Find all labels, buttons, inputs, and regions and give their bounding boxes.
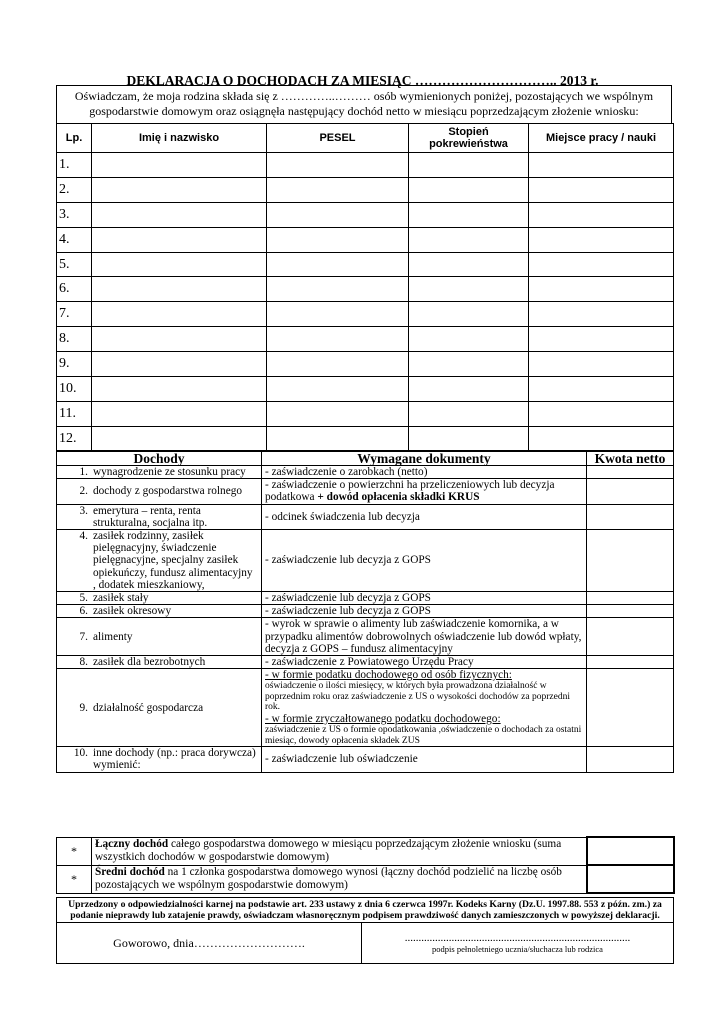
member-pesel-field[interactable] (267, 352, 409, 377)
income-table (56, 450, 674, 773)
member-relationship-field[interactable] (409, 277, 529, 302)
total-income-amount-field[interactable] (587, 837, 674, 865)
member-workplace-field[interactable] (529, 277, 674, 302)
member-name-field[interactable] (92, 177, 267, 202)
legal-notice-row (57, 898, 674, 923)
income-row (57, 605, 674, 618)
average-income-amount-field[interactable] (587, 865, 674, 893)
member-relationship-field[interactable] (409, 352, 529, 377)
income-label: zasiłek okresowy (93, 605, 172, 618)
member-row (57, 153, 674, 178)
income-type (57, 530, 262, 592)
member-name-field[interactable] (92, 377, 267, 402)
income-number: 8. (79, 656, 88, 669)
member-workplace-field[interactable] (529, 252, 674, 277)
place-date-field[interactable]: Goworowo, dnia………………………. (57, 923, 362, 964)
member-pesel-field[interactable] (267, 401, 409, 426)
income-row (57, 618, 674, 656)
member-relationship-field[interactable] (409, 227, 529, 252)
document-text: - zaświadczenie o powierzchni ha przeliczeniowych lub decyzja podatkowa (265, 479, 555, 504)
income-label: dochody z gospodarstwa rolnego (93, 485, 243, 498)
average-income-label: Średni dochód (95, 866, 165, 878)
average-income-row (57, 865, 674, 893)
member-row (57, 277, 674, 302)
member-pesel-field[interactable] (267, 153, 409, 178)
member-pesel-field[interactable] (267, 426, 409, 451)
header-pesel: PESEL (267, 124, 409, 153)
member-relationship-field[interactable] (409, 302, 529, 327)
member-relationship-field[interactable] (409, 177, 529, 202)
total-income-label: Łączny dochód (95, 838, 169, 850)
member-pesel-field[interactable] (267, 202, 409, 227)
asterisk-marker: * (57, 865, 92, 893)
income-type (57, 669, 262, 747)
member-row (57, 302, 674, 327)
member-name-field[interactable] (92, 153, 267, 178)
summary-table (56, 836, 675, 894)
member-number: 12. (57, 426, 92, 451)
member-name-field[interactable] (92, 327, 267, 352)
member-number: 10. (57, 377, 92, 402)
total-income-description (92, 837, 587, 865)
asterisk-marker: * (57, 837, 92, 865)
member-relationship-field[interactable] (409, 377, 529, 402)
member-row (57, 227, 674, 252)
net-amount-field[interactable] (587, 466, 674, 479)
member-pesel-field[interactable] (267, 277, 409, 302)
member-row (57, 426, 674, 451)
income-type (57, 466, 262, 479)
signature-table (56, 897, 674, 964)
total-income-text: całego gospodarstwa domowego w miesiącu poprzedzającym złożenie wniosku (suma wszystkich dochodów w gospodarstwie domowym) (95, 838, 562, 863)
signature-row (57, 923, 674, 964)
income-number: 3. (79, 504, 88, 517)
income-label: alimenty (93, 630, 133, 643)
member-row (57, 177, 674, 202)
header-lp: Lp. (57, 124, 92, 153)
income-label: inne dochody (np.: praca dorywcza) wymienić: (93, 747, 256, 772)
member-relationship-field[interactable] (409, 153, 529, 178)
member-row (57, 202, 674, 227)
member-row (57, 327, 674, 352)
member-number: 9. (57, 352, 92, 377)
member-workplace-field[interactable] (529, 352, 674, 377)
income-header-row (57, 451, 674, 466)
member-workplace-field[interactable] (529, 153, 674, 178)
required-document: - zaświadczenie lub oświadczenie (262, 747, 587, 772)
income-number: 6. (79, 605, 88, 618)
family-members-table (56, 123, 674, 452)
total-income-row (57, 837, 674, 865)
signature-field[interactable] (362, 923, 674, 964)
income-label: zasiłek dla bezrobotnych (93, 656, 206, 669)
member-row (57, 252, 674, 277)
member-pesel-field[interactable] (267, 252, 409, 277)
header-income: Dochody (57, 451, 262, 466)
income-row (57, 592, 674, 605)
document-bold-note: + dowód opłacenia składki KRUS (317, 491, 480, 504)
income-label: zasiłek stały (93, 592, 149, 605)
required-document: - zaświadczenie z Powiatowego Urzędu Pracy (262, 656, 587, 669)
declaration-intro: Oświadczam, że moja rodzina składa się z …………..……… osób wymienionych poniżej, pozostających we wspólnym gospodarstwie domowym oraz osiągnęła następujący dochód netto w miesiącu poprzedzającym złożenie wniosku: (56, 85, 672, 123)
net-amount-field[interactable] (587, 605, 674, 618)
members-header-row (57, 124, 674, 153)
net-amount-field[interactable] (587, 592, 674, 605)
income-number: 1. (79, 466, 88, 478)
average-income-text: na 1 członka gospodarstwa domowego wynosi (łączny dochód podzielić na liczbę osób pozostających we wspólnym gospodarstwie domowym) (95, 866, 562, 891)
income-type (57, 618, 262, 656)
member-relationship-field[interactable] (409, 252, 529, 277)
income-number: 9. (79, 701, 88, 714)
member-workplace-field[interactable] (529, 177, 674, 202)
required-document (262, 669, 587, 747)
header-relationship: Stopień pokrewieństwa (409, 124, 529, 153)
income-type (57, 605, 262, 618)
income-row (57, 747, 674, 772)
required-document: - zaświadczenie lub decyzja z GOPS (262, 530, 587, 592)
member-pesel-field[interactable] (267, 227, 409, 252)
member-workplace-field[interactable] (529, 377, 674, 402)
signature-line: .................................................................................. (404, 932, 631, 944)
income-type (57, 504, 262, 529)
income-label: emerytura – renta, renta strukturalna, socjalna itp. (93, 504, 208, 529)
member-workplace-field[interactable] (529, 327, 674, 352)
member-name-field[interactable] (92, 302, 267, 327)
required-document: - odcinek świadczenia lub decyzja (262, 504, 587, 529)
member-pesel-field[interactable] (267, 302, 409, 327)
member-number: 8. (57, 327, 92, 352)
member-name-field[interactable] (92, 352, 267, 377)
member-number: 4. (57, 227, 92, 252)
income-number: 7. (79, 630, 88, 643)
net-amount-field[interactable] (587, 618, 674, 656)
member-relationship-field[interactable] (409, 327, 529, 352)
average-income-description (92, 865, 587, 893)
member-number: 11. (57, 401, 92, 426)
required-document (262, 479, 587, 504)
income-label: zasiłek rodzinny, zasiłek pielęgnacyjny, świadczenie pielęgnacyjne, specjalny zasiłek opiekuńczy, fundusz alimentacyjny , dodatek mieszkaniowy, (93, 530, 253, 591)
income-type (57, 747, 262, 772)
income-row (57, 656, 674, 669)
member-number: 7. (57, 302, 92, 327)
net-amount-field[interactable] (587, 504, 674, 529)
income-type (57, 479, 262, 504)
member-name-field[interactable] (92, 202, 267, 227)
document-heading-flat-tax: - w formie zryczałtowanego podatku dochodowego: (265, 712, 501, 725)
income-number: 4. (79, 530, 88, 543)
required-document: - zaświadczenie lub decyzja z GOPS (262, 592, 587, 605)
income-row (57, 530, 674, 592)
net-amount-field[interactable] (587, 656, 674, 669)
member-number: 5. (57, 252, 92, 277)
income-row (57, 504, 674, 529)
header-net-amount: Kwota netto (587, 451, 674, 466)
income-type (57, 656, 262, 669)
member-workplace-field[interactable] (529, 302, 674, 327)
income-label: wynagrodzenie ze stosunku pracy (93, 466, 246, 478)
net-amount-field[interactable] (587, 479, 674, 504)
member-number: 3. (57, 202, 92, 227)
page-title: DEKLARACJA O DOCHODACH ZA MIESIĄC ………………………….. 2013 r. (126, 73, 599, 88)
net-amount-field[interactable] (587, 530, 674, 592)
member-row (57, 352, 674, 377)
member-workplace-field[interactable] (529, 202, 674, 227)
member-number: 6. (57, 277, 92, 302)
member-name-field[interactable] (92, 252, 267, 277)
legal-notice: Uprzedzony o odpowiedzialności karnej na podstawie art. 233 ustawy z dnia 6 czerwca 1997r. Kodeks Karny (Dz.U. 1997.88. 553 z późn. zm.) za podanie nieprawdy lub zatajenie prawdy, oświadczam własnoręcznym podpisem prawdziwość danych zamieszczonych w powyższej deklaracji. (57, 898, 674, 923)
income-row (57, 669, 674, 747)
signature-caption: podpis pełnoletniego ucznia/słuchacza lub rodzica (432, 944, 603, 954)
member-row (57, 401, 674, 426)
income-row (57, 479, 674, 504)
member-workplace-field[interactable] (529, 401, 674, 426)
member-name-field[interactable] (92, 401, 267, 426)
income-number: 2. (79, 485, 88, 498)
header-documents: Wymagane dokumenty (262, 451, 587, 466)
header-workplace: Miejsce pracy / nauki (529, 124, 674, 153)
required-document: - wyrok w sprawie o alimenty lub zaświadczenie komornika, a w przypadku alimentów dobrowolnych oświadczenie lub dowód wpłaty, decyzja z GOPS – fundusz alimentacyjny (262, 618, 587, 656)
net-amount-field[interactable] (587, 747, 674, 772)
document-details-pit: oświadczenie o ilości miesięcy, w których była prowadzona działalność w poprzednim roku oraz zaświadczenie z US o wysokości dochodów za poprzedni rok. (265, 681, 570, 713)
required-document: - zaświadczenie lub decyzja z GOPS (262, 605, 587, 618)
member-row (57, 377, 674, 402)
member-name-field[interactable] (92, 227, 267, 252)
member-name-field[interactable] (92, 426, 267, 451)
document-heading-pit: - w formie podatku dochodowego od osób fizycznych: (265, 669, 512, 682)
member-name-field[interactable] (92, 277, 267, 302)
net-amount-field[interactable] (587, 669, 674, 747)
member-number: 2. (57, 177, 92, 202)
member-number: 1. (57, 153, 92, 178)
income-type (57, 592, 262, 605)
member-relationship-field[interactable] (409, 401, 529, 426)
member-relationship-field[interactable] (409, 202, 529, 227)
income-number: 5. (79, 592, 88, 605)
member-pesel-field[interactable] (267, 177, 409, 202)
income-number: 10. (73, 747, 88, 760)
member-pesel-field[interactable] (267, 327, 409, 352)
member-relationship-field[interactable] (409, 426, 529, 451)
member-pesel-field[interactable] (267, 377, 409, 402)
member-workplace-field[interactable] (529, 426, 674, 451)
header-name: Imię i nazwisko (92, 124, 267, 153)
income-row (57, 466, 674, 479)
required-document: - zaświadczenie o zarobkach (netto) (262, 466, 587, 479)
income-label: działalność gospodarcza (93, 701, 204, 714)
document-details-flat-tax: zaświadczenie z US o formie opodatkowania ,oświadczenie o dochodach za ostatni miesiąc, dowody opłacenia składek ZUS (265, 725, 582, 746)
member-workplace-field[interactable] (529, 227, 674, 252)
